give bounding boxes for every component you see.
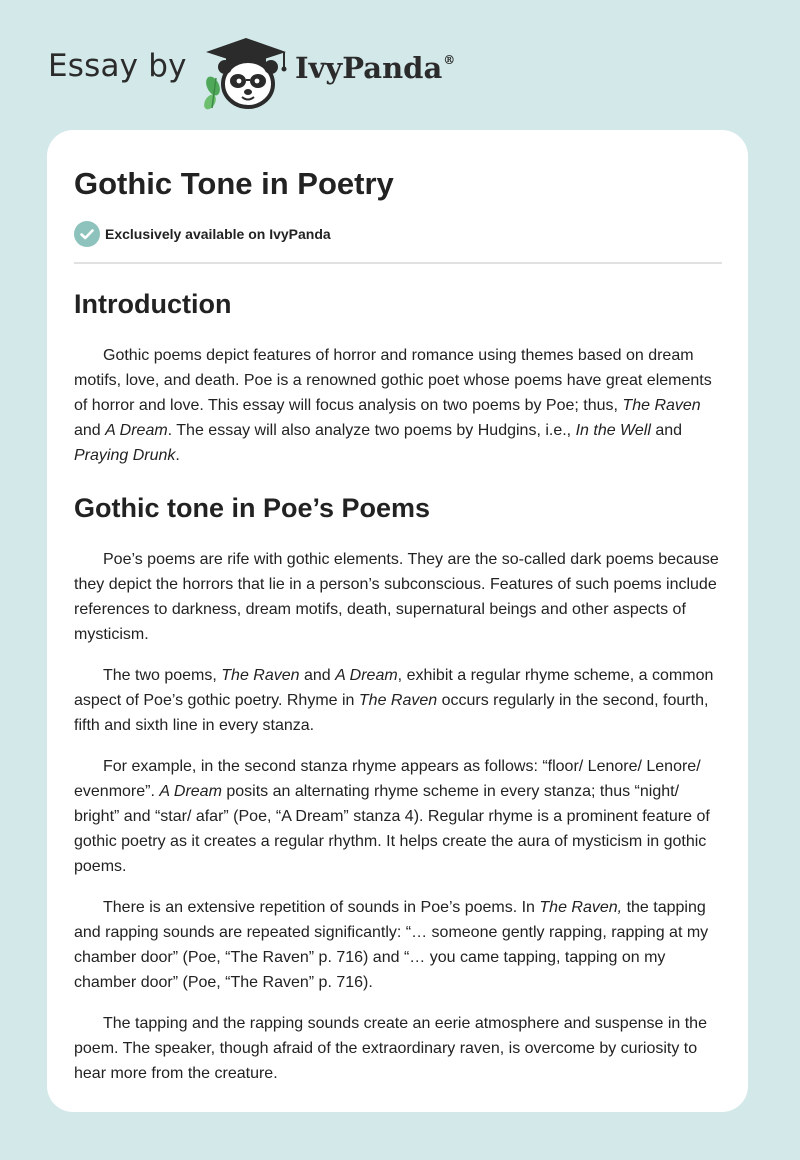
paragraph-text: the tapping and rapping sounds are repeated significantly: “… someone gently rapping, rapping at my chamber door” (Poe, “The Raven” p. 716) and “… you came tapping, tapping on my chamber door” (Poe, “The Raven” p. 716). <box>74 899 709 991</box>
paragraph <box>74 547 722 647</box>
brand-name-text: IvyPanda <box>295 51 443 85</box>
italic-title-text: A Dream <box>335 667 398 684</box>
paragraph-text: and <box>299 667 336 684</box>
divider <box>74 262 722 264</box>
paragraph-text: For example, in the second stanza rhyme appears as follows: “floor/ Lenore/ Lenore/ evenmore”. <box>74 758 701 800</box>
paragraph-text: . <box>175 447 180 464</box>
paragraph-text: posits an alternating rhyme scheme in every stanza; thus “night/ bright” and “star/ afar” (Poe, “A Dream” stanza 4). Regular rhyme is a prominent feature of gothic poetry as it creates a regular rhythm. It helps create the aura of mysticism in gothic poems. <box>74 783 710 875</box>
italic-title-text: The Raven <box>221 667 300 684</box>
paragraph-text: The two poems, <box>103 667 222 684</box>
essay-card <box>47 130 748 1112</box>
italic-title-text: The Raven <box>622 397 701 414</box>
brand-name <box>295 51 455 85</box>
italic-title-text: In the Well <box>575 422 651 439</box>
registered-mark: ® <box>443 53 456 67</box>
section-gothic-tone <box>74 492 722 1086</box>
paragraph-text: occurs regularly in the second, fourth, fifth and sixth line in every stanza. <box>74 692 709 734</box>
brand-prefix: Essay by <box>48 48 187 84</box>
panda-graduate-logo <box>198 34 294 110</box>
paragraph-text: , exhibit a regular rhyme scheme, a common aspect of Poe’s gothic poetry. Rhyme in <box>74 667 714 709</box>
section-heading: Gothic tone in Poe’s Poems <box>74 493 431 523</box>
page-title: Gothic Tone in Poetry <box>74 166 394 201</box>
check-circle-icon <box>74 221 100 247</box>
paragraph-text: The tapping and the rapping sounds create an eerie atmosphere and suspense in the poem. The speaker, though afraid of the extraordinary raven, is overcome by curiosity to hear more from the creature. <box>74 1015 707 1082</box>
paragraph-text: and <box>650 422 683 439</box>
paragraph <box>74 754 722 879</box>
italic-title-text: A Dream <box>159 783 222 800</box>
paragraph <box>74 343 722 468</box>
italic-title-text: The Raven, <box>539 899 623 916</box>
italic-title-text: A Dream <box>105 422 168 439</box>
paragraph <box>74 895 722 995</box>
italic-title-text: Praying Drunk <box>74 447 176 464</box>
paragraph-text: . The essay will also analyze two poems by Hudgins, i.e., <box>167 422 576 439</box>
paragraph <box>74 663 722 738</box>
italic-title-text: The Raven <box>358 692 438 709</box>
badge-label: Exclusively available on IvyPanda <box>105 226 331 242</box>
brand-header[interactable] <box>48 34 468 110</box>
paragraph-text: Poe’s poems are rife with gothic elements. They are the so-called dark poems because they depict the horrors that lie in a person’s subconscious. Features of such poems include references to darkness, dream motifs, death, supernatural beings and other aspects of mysticism. <box>74 551 719 643</box>
section-introduction <box>74 288 722 468</box>
exclusive-badge <box>74 221 722 247</box>
paragraph <box>74 1011 722 1086</box>
paragraph-text: Gothic poems depict features of horror and romance using themes based on dream motifs, love, and death. Poe is a renowned gothic poet whose poems have great elements of horror and love. This essay will focus analysis on two poems by Poe; thus, <box>74 347 712 414</box>
paragraph-text: There is an extensive repetition of sounds in Poe’s poems. In <box>103 899 540 916</box>
paragraph-text: and <box>74 422 106 439</box>
section-heading: Introduction <box>74 289 232 319</box>
